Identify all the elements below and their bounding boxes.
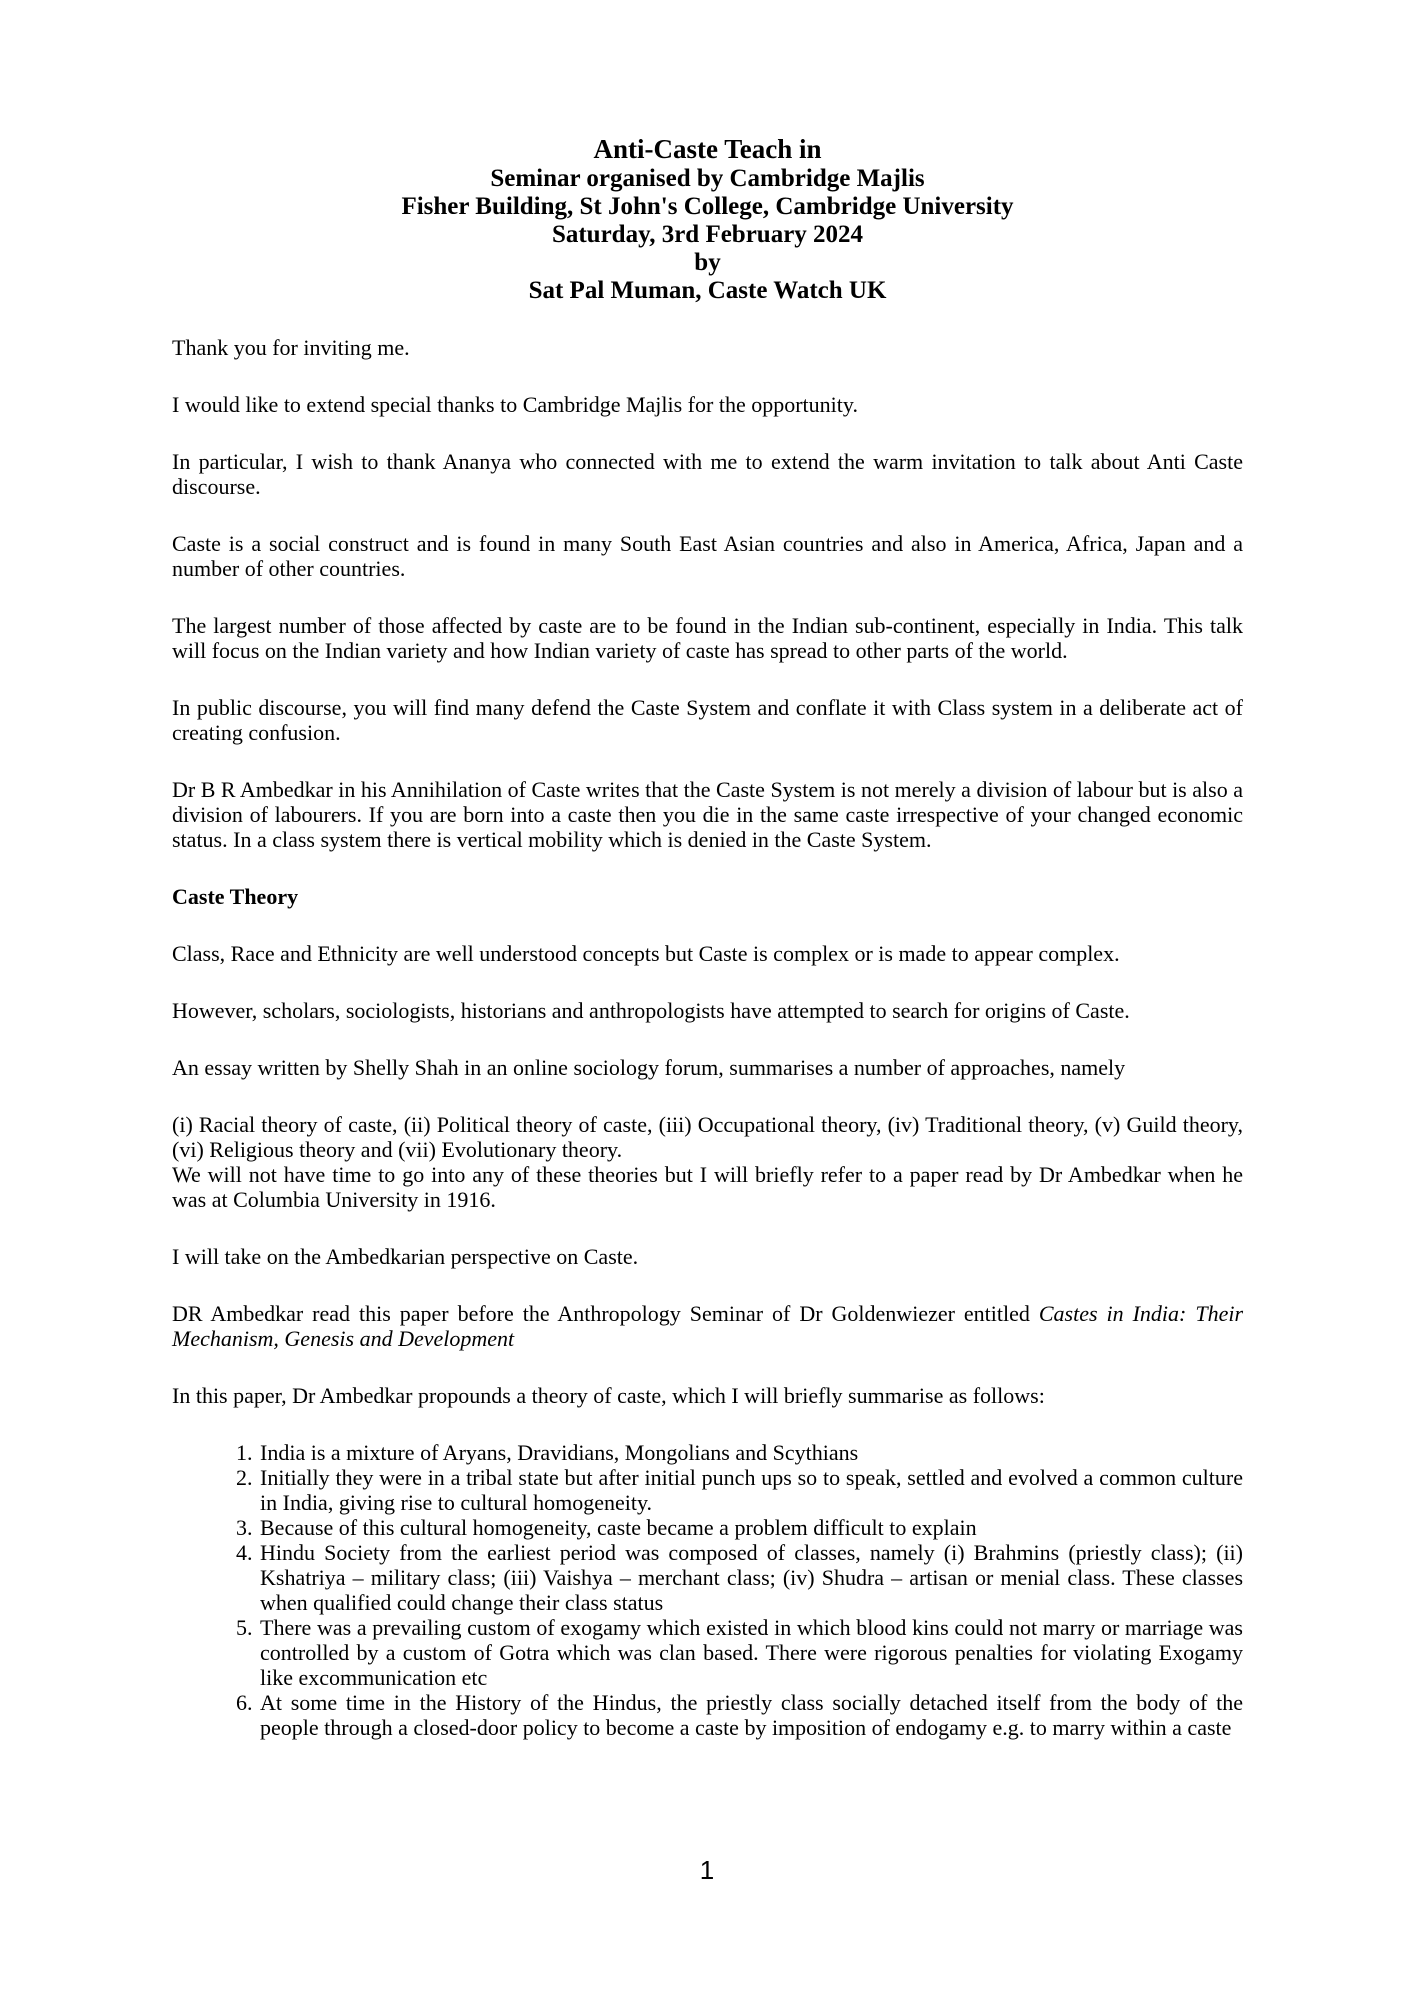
paragraph-essay: An essay written by Shelly Shah in an online sociology forum, summarises a number of approaches, namely	[172, 1055, 1126, 1080]
header-line-by: by	[694, 249, 721, 276]
paper-title-italic: Castes in India: Their Mechanism, Genesis and Development	[172, 1301, 1244, 1351]
list-item-1-text: India is a mixture of Aryans, Dravidians, Mongolians and Scythians	[260, 1440, 859, 1465]
page-number: 1	[699, 1855, 715, 1885]
list-item-3	[258, 1515, 1243, 1540]
paragraph-thanks: Thank you for inviting me.	[172, 335, 410, 360]
paragraph-public-discourse: In public discourse, you will find many defend the Caste System and conflate it with Class system in a deliberate act of creating confusion.	[172, 695, 1243, 745]
list-item-2	[258, 1465, 1243, 1515]
paragraph-paper-reference	[172, 1301, 1243, 1351]
paragraph-class-race: Class, Race and Ethnicity are well understood concepts but Caste is complex or is made to appear complex.	[172, 941, 1120, 966]
paragraph-ambedkarian: I will take on the Ambedkarian perspective on Caste.	[172, 1244, 639, 1269]
paragraph-ananya: In particular, I wish to thank Ananya who connected with me to extend the warm invitation to talk about Anti Caste discourse.	[172, 449, 1243, 499]
theory-types-text: (i) Racial theory of caste, (ii) Political theory of caste, (iii) Occupational theory, (iv) Traditional theory, (v) Guild theory, (vi) Religious theory and (vii) Evolutionary theory.	[172, 1112, 1243, 1162]
document-header	[172, 134, 1243, 305]
paragraph-special-thanks: I would like to extend special thanks to Cambridge Majlis for the opportunity.	[172, 392, 858, 417]
header-line-venue: Fisher Building, St John's College, Cambridge University	[401, 193, 1014, 220]
list-item-3-text: Because of this cultural homogeneity, caste became a problem difficult to explain	[260, 1515, 977, 1540]
section-heading-caste-theory: Caste Theory	[172, 884, 299, 909]
list-item-4	[258, 1540, 1243, 1615]
list-item-1	[258, 1440, 1243, 1465]
list-item-4-text: Hindu Society from the earliest period was composed of classes, namely (i) Brahmins (priestly class); (ii) Kshatriya – military class; (iii) Vaishya – merchant class; (iv) Shudra – artisan or menial class. These classes when qualified could change their class status	[260, 1540, 1243, 1615]
list-item-6	[258, 1690, 1243, 1740]
list-item-5-text: There was a prevailing custom of exogamy which existed in which blood kins could not marry or marriage was controlled by a custom of Gotra which was clan based. There were rigorous penalties for violating Exogamy like excommunication etc	[260, 1615, 1243, 1690]
header-line-organiser: Seminar organised by Cambridge Majlis	[490, 165, 925, 192]
paper-intro-text: DR Ambedkar read this paper before the Anthropology Seminar of Dr Goldenwiezer entitled	[172, 1301, 1039, 1326]
header-line-date: Saturday, 3rd February 2024	[551, 221, 864, 248]
list-item-5	[258, 1615, 1243, 1690]
paragraph-scholars: However, scholars, sociologists, historians and anthropologists have attempted to search for origins of Caste.	[172, 998, 1130, 1023]
paragraph-largest-number: The largest number of those affected by caste are to be found in the Indian sub-continent, especially in India. This talk will focus on the Indian variety and how Indian variety of caste has spread to other parts of the world.	[172, 613, 1243, 663]
paragraph-theories	[172, 1112, 1243, 1212]
list-item-6-text: At some time in the History of the Hindus, the priestly class socially detached itself from the body of the people through a closed-door policy to become a caste by imposition of endogamy e.g. to marry within a caste	[260, 1690, 1243, 1740]
paragraph-propounds: In this paper, Dr Ambedkar propounds a theory of caste, which I will briefly summarise as follows:	[172, 1383, 1045, 1408]
paragraph-social-construct: Caste is a social construct and is found in many South East Asian countries and also in America, Africa, Japan and a number of other countries.	[172, 531, 1243, 581]
caste-theory-list	[172, 1440, 1243, 1740]
paragraph-annihilation: Dr B R Ambedkar in his Annihilation of Caste writes that the Caste System is not merely a division of labour but is also a division of labourers. If you are born into a caste then you die in the same caste irrespective of your changed economic status. In a class system there is vertical mobility which is denied in the Caste System.	[172, 777, 1243, 852]
header-line-speaker: Sat Pal Muman, Caste Watch UK	[528, 277, 887, 304]
list-item-2-text: Initially they were in a tribal state but after initial punch ups so to speak, settled and evolved a common culture in India, giving rise to cultural homogeneity.	[260, 1465, 1243, 1515]
document-content	[172, 134, 1243, 1740]
document-title: Anti-Caste Teach in	[593, 134, 822, 164]
no-time-text: We will not have time to go into any of these theories but I will briefly refer to a paper read by Dr Ambedkar when he was at Columbia University in 1916.	[172, 1162, 1243, 1212]
